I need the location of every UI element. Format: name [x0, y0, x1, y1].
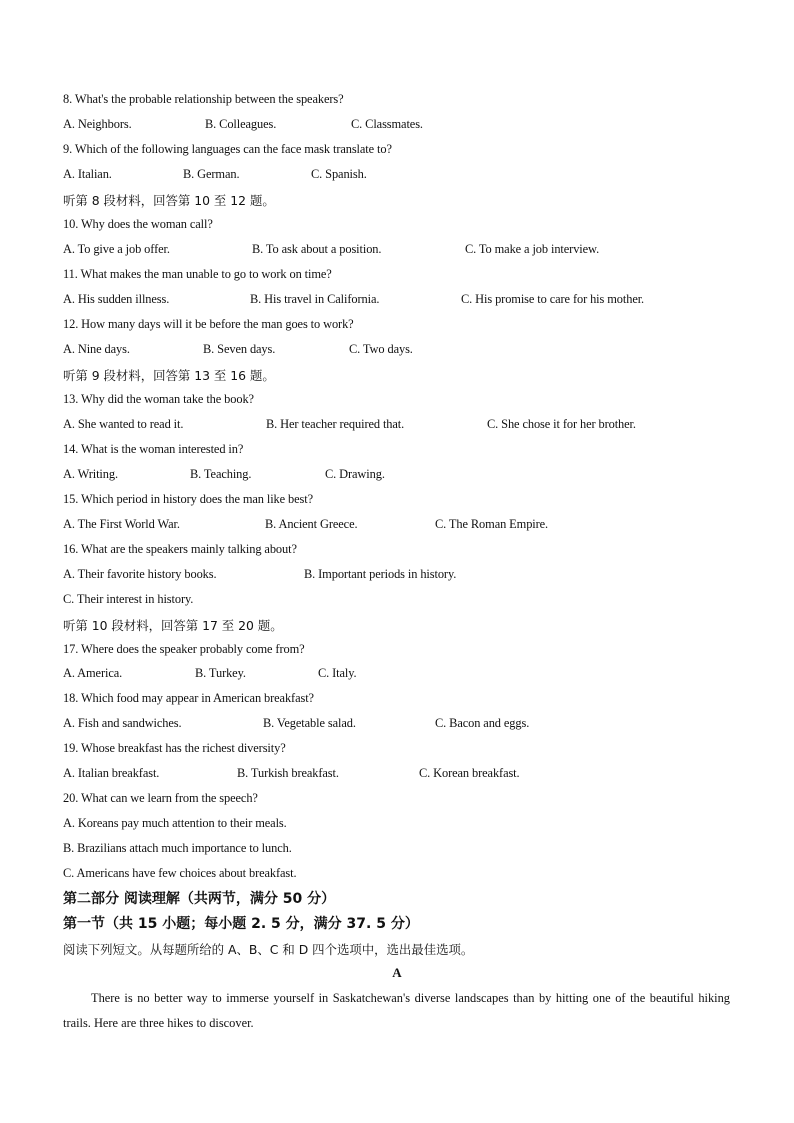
question-16: 16. What are the speakers mainly talking about?: [63, 542, 297, 556]
passage-text: There is no better way to immerse yourself in Saskatchewan's diverse landscapes than by hitting one of the beautiful hiking trails. Here are three hikes to discover.: [63, 991, 730, 1030]
option-a: A. She wanted to read it.: [63, 417, 184, 431]
option-b: B. Vegetable salad.: [263, 716, 356, 730]
question-13: 13. Why did the woman take the book?: [63, 392, 254, 406]
option-c: C. Drawing.: [325, 467, 385, 481]
question-10: 10. Why does the woman call?: [63, 217, 213, 231]
option-a: A. Italian breakfast.: [63, 766, 160, 780]
segment-instruction: 听第 10 段材料，回答第 17 至 20 题。: [63, 618, 283, 633]
question-19: 19. Whose breakfast has the richest diversity?: [63, 741, 286, 755]
option-a: A. America.: [63, 666, 123, 680]
option-b: B. Teaching.: [190, 467, 252, 481]
option-b: B. Ancient Greece.: [265, 517, 358, 531]
option-c: C. Two days.: [349, 342, 413, 356]
option-c: C. Americans have few choices about breakfast.: [63, 866, 297, 880]
option-b: B. Colleagues.: [205, 117, 277, 131]
option-c: C. Their interest in history.: [63, 592, 194, 606]
option-c: C. His promise to care for his mother.: [461, 292, 645, 306]
option-c: C. She chose it for her brother.: [487, 417, 636, 431]
option-a: A. Nine days.: [63, 342, 130, 356]
option-a: A. To give a job offer.: [63, 242, 170, 256]
option-b: B. To ask about a position.: [252, 242, 382, 256]
option-b: B. Seven days.: [203, 342, 276, 356]
segment-instruction: 听第 8 段材料，回答第 10 至 12 题。: [63, 193, 275, 208]
part-two-title: 第二部分 阅读理解（共两节，满分 50 分）: [63, 891, 336, 907]
option-a: A. Koreans pay much attention to their meals.: [63, 816, 287, 830]
option-a: A. The First World War.: [63, 517, 180, 531]
option-b: B. His travel in California.: [250, 292, 380, 306]
option-b: B. Turkish breakfast.: [237, 766, 339, 780]
option-b: B. Brazilians attach much importance to lunch.: [63, 841, 292, 855]
question-20: 20. What can we learn from the speech?: [63, 791, 258, 805]
option-a: A. Fish and sandwiches.: [63, 716, 182, 730]
question-8: 8. What's the probable relationship between the speakers?: [63, 92, 344, 106]
option-c: C. Spanish.: [311, 167, 367, 181]
option-c: C. Classmates.: [351, 117, 423, 131]
option-b: B. Important periods in history.: [304, 567, 457, 581]
option-a: A. Neighbors.: [63, 117, 132, 131]
option-a: A. Writing.: [63, 467, 118, 481]
option-c: C. Italy.: [318, 666, 357, 680]
option-a: A. His sudden illness.: [63, 292, 170, 306]
question-9: 9. Which of the following languages can the face mask translate to?: [63, 142, 392, 156]
passage-label: A: [392, 965, 402, 980]
question-17: 17. Where does the speaker probably come from?: [63, 642, 305, 656]
option-a: A. Italian.: [63, 167, 112, 181]
option-c: C. The Roman Empire.: [435, 517, 549, 531]
question-12: 12. How many days will it be before the man goes to work?: [63, 317, 354, 331]
option-b: B. German.: [183, 167, 240, 181]
option-c: C. Korean breakfast.: [419, 766, 520, 780]
question-11: 11. What makes the man unable to go to work on time?: [63, 267, 332, 281]
segment-instruction: 听第 9 段材料，回答第 13 至 16 题。: [63, 368, 275, 383]
question-18: 18. Which food may appear in American breakfast?: [63, 691, 314, 705]
option-c: C. Bacon and eggs.: [435, 716, 530, 730]
question-14: 14. What is the woman interested in?: [63, 442, 244, 456]
option-a: A. Their favorite history books.: [63, 567, 217, 581]
option-b: B. Turkey.: [195, 666, 246, 680]
section-one-title: 第一节（共 15 小题；每小题 2. 5 分，满分 37. 5 分）: [63, 916, 419, 932]
reading-instruction: 阅读下列短文。从每题所给的 A、B、C 和 D 四个选项中，选出最佳选项。: [63, 942, 474, 957]
question-15: 15. Which period in history does the man like best?: [63, 492, 314, 506]
option-b: B. Her teacher required that.: [266, 417, 405, 431]
option-c: C. To make a job interview.: [465, 242, 600, 256]
